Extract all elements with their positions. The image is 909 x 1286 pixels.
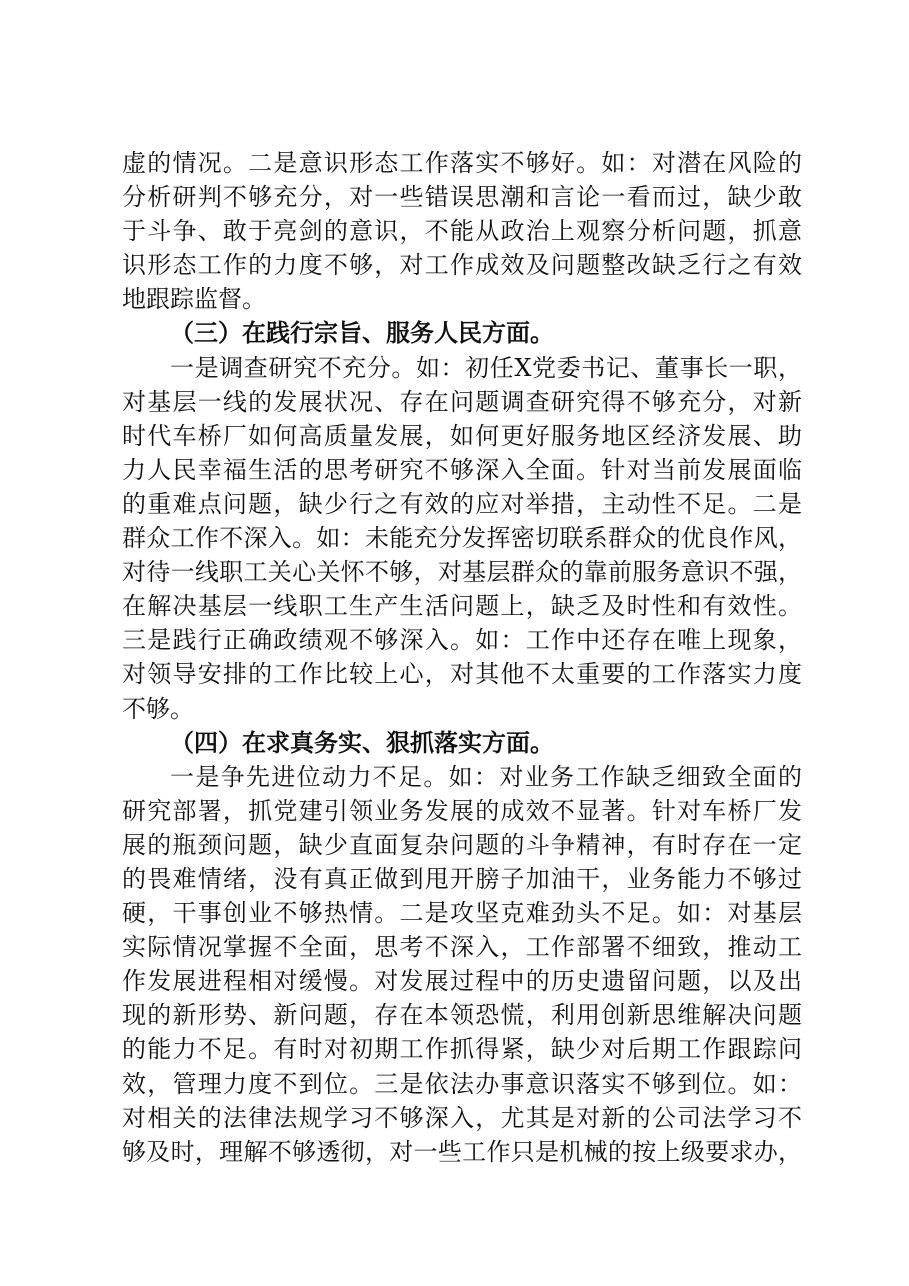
body-line: 时代车桥厂如何高质量发展，如何更好服务地区经济发展、助 (122, 421, 802, 450)
body-line: 对相关的法律法规学习不够深入，尤其是对新的公司法学习不 (122, 1103, 802, 1132)
body-line: 虚的情况。二是意识形态工作落实不够好。如：对潜在风险的 (122, 149, 802, 177)
body-line: 对待一线职工关心关怀不够，对基层群众的靠前服务意识不强， (122, 558, 802, 587)
body-line: 实际情况掌握不全面，思考不深入，工作部署不细致，推动工 (122, 933, 802, 962)
body-line: 对领导安排的工作比较上心，对其他不太重要的工作落实力度 (122, 660, 802, 689)
section-heading-4: （四）在求真务实、狠抓落实方面。 (170, 727, 554, 757)
paragraph-start-line: 一是争先进位动力不足。如：对业务工作缺乏细致全面的 (170, 762, 802, 791)
body-line: 不够。 (122, 694, 194, 723)
body-line: 三是践行正确政绩观不够深入。如：工作中还存在唯上现象， (122, 626, 802, 655)
section-heading-3: （三）在践行宗旨、服务人民方面。 (170, 318, 554, 348)
body-line: 的重难点问题，缺少行之有效的应对举措，主动性不足。二是 (122, 489, 802, 518)
body-line: 的畏难情绪，没有真正做到甩开膀子加油干，业务能力不够过 (122, 864, 802, 893)
body-line: 展的瓶颈问题，缺少直面复杂问题的斗争精神，有时存在一定 (122, 830, 802, 859)
body-line: 的能力不足。有时对初期工作抓得紧，缺少对后期工作跟踪问 (122, 1035, 802, 1064)
body-line: 力人民幸福生活的思考研究不够深入全面。针对当前发展面临 (122, 455, 802, 484)
body-line: 硬，干事创业不够热情。二是攻坚克难劲头不足。如：对基层 (122, 899, 802, 928)
body-line: 效，管理力度不到位。三是依法办事意识落实不够到位。如： (122, 1069, 802, 1098)
document-body (122, 146, 802, 1169)
body-line: 地跟踪监督。 (122, 285, 266, 314)
body-line: 研究部署，抓党建引领业务发展的成效不显著。针对车桥厂发 (122, 796, 802, 825)
body-line: 于斗争、敢于亮剑的意识，不能从政治上观察分析问题，抓意 (122, 217, 802, 246)
body-line: 识形态工作的力度不够，对工作成效及问题整改缺乏行之有效 (122, 251, 802, 280)
body-line: 够及时，理解不够透彻，对一些工作只是机械的按上级要求办， (122, 1137, 802, 1166)
body-line: 群众工作不深入。如：未能充分发挥密切联系群众的优良作风， (122, 524, 802, 553)
paragraph-start-line: 一是调查研究不充分。如：初任X党委书记、董事长一职， (170, 353, 802, 382)
body-line: 在解决基层一线职工生产生活问题上，缺乏及时性和有效性。 (122, 592, 802, 621)
body-line: 分析研判不够充分，对一些错误思潮和言论一看而过，缺少敢 (122, 183, 802, 212)
body-line: 现的新形势、新问题，存在本领恐慌，利用创新思维解决问题 (122, 1001, 802, 1030)
body-line: 对基层一线的发展状况、存在问题调查研究得不够充分，对新 (122, 387, 802, 416)
body-line: 作发展进程相对缓慢。对发展过程中的历史遗留问题，以及出 (122, 967, 802, 996)
